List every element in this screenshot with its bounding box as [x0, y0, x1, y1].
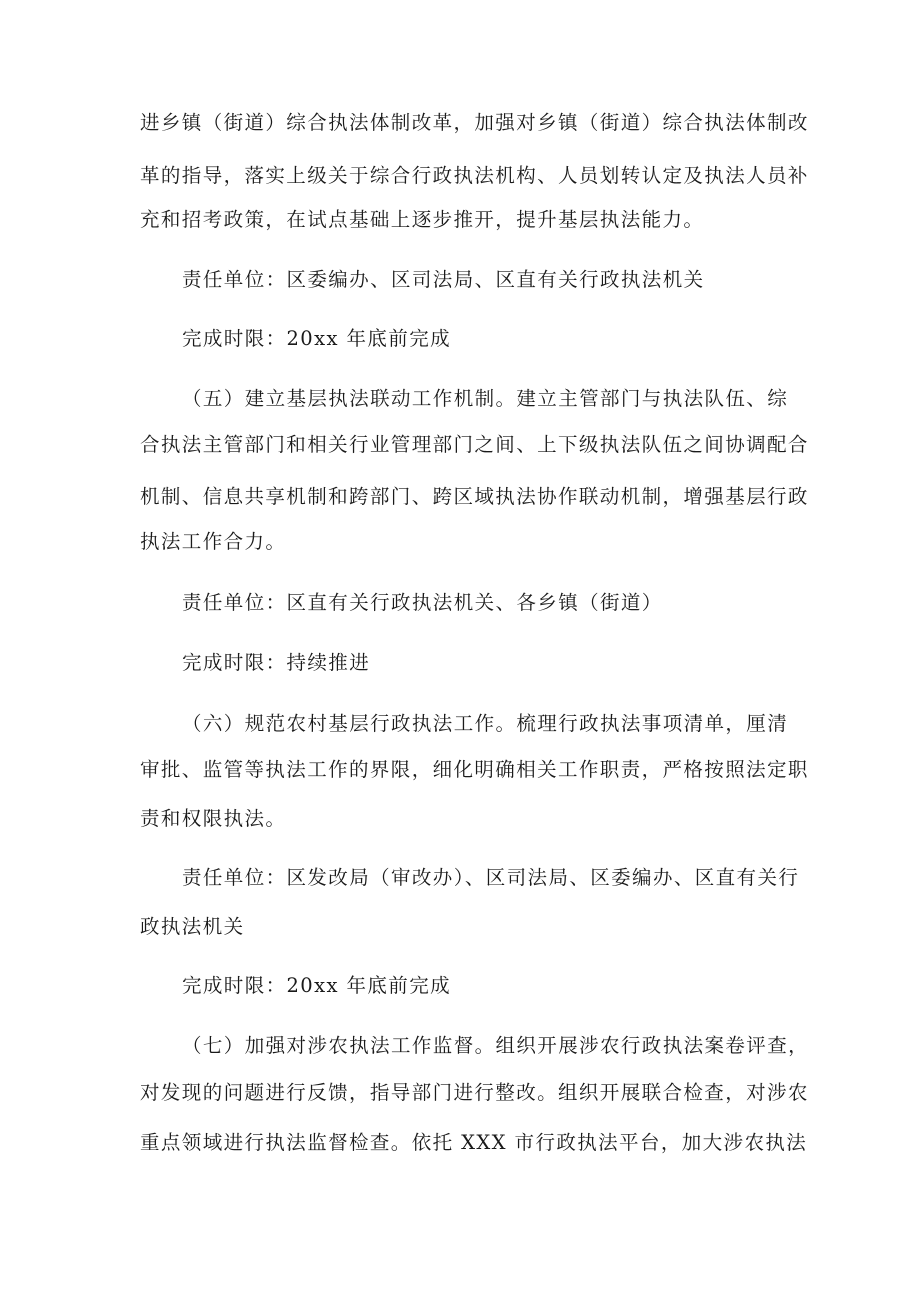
body-text-line: 审批、监管等执法工作的界限，细化明确相关工作职责，严格按照法定职 [140, 758, 809, 781]
body-text-line: 重点领域进行执法监督检查。依托 XXX 市行政执法平台，加大涉农执法 [140, 1131, 808, 1154]
deadline-line: 完成时限：20xx 年底前完成 [182, 327, 452, 350]
responsible-unit-line: 责任单位：区直有关行政执法机关、各乡镇（街道） [182, 591, 663, 614]
body-text-line: 执法工作合力。 [140, 530, 287, 553]
section-heading-line: （七）加强对涉农执法工作监督。组织开展涉农行政执法案卷评查， [182, 1034, 810, 1057]
body-text-line: 对发现的问题进行反馈，指导部门进行整改。组织开展联合检查，对涉农 [140, 1081, 809, 1104]
responsible-unit-line: 责任单位：区委编办、区司法局、区直有关行政执法机关 [182, 268, 705, 291]
body-text-line: 政执法机关 [140, 915, 245, 938]
body-text-line: 进乡镇（街道）综合执法体制改革，加强对乡镇（街道）综合执法体制改 [140, 111, 809, 134]
body-text-line: 责和权限执法。 [140, 807, 287, 830]
section-heading-line: （六）规范农村基层行政执法工作。梳理行政执法事项清单，厘清 [182, 712, 789, 735]
responsible-unit-line: 责任单位：区发改局（审改办）、区司法局、区委编办、区直有关行 [182, 866, 800, 889]
section-heading-line: （五）建立基层执法联动工作机制。建立主管部门与执法队伍、综 [182, 387, 789, 410]
body-text-line: 革的指导，落实上级关于综合行政执法机构、人员划转认定及执法人员补 [140, 164, 809, 187]
deadline-line: 完成时限：持续推进 [182, 651, 371, 674]
body-text-line: 机制、信息共享机制和跨部门、跨区域执法协作联动机制，增强基层行政 [140, 485, 809, 508]
deadline-line: 完成时限：20xx 年底前完成 [182, 974, 452, 997]
body-text-line: 合执法主管部门和相关行业管理部门之间、上下级执法队伍之间协调配合 [140, 433, 809, 456]
body-text-line: 充和招考政策，在试点基础上逐步推开，提升基层执法能力。 [140, 208, 705, 231]
